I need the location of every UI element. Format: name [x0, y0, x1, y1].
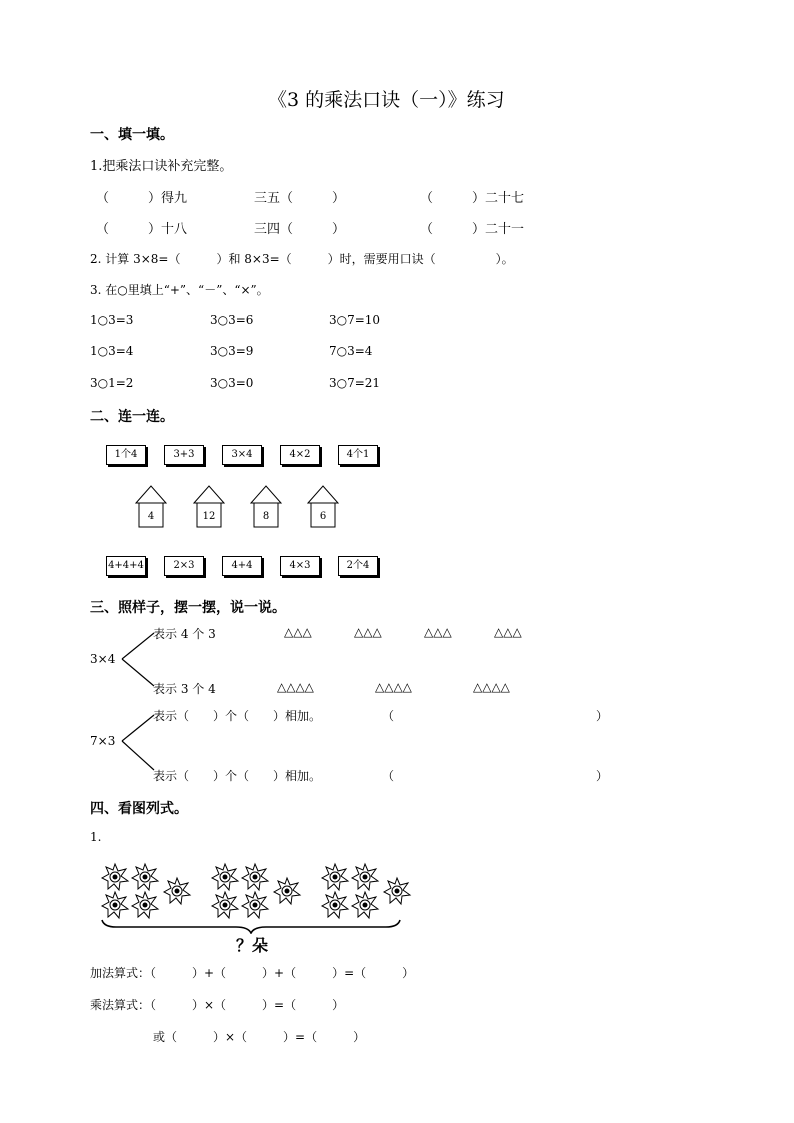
house-1-number: 4 — [147, 511, 155, 522]
grid-r3-c3: 3○7=21 — [329, 376, 381, 390]
grid-r1-c1: 1○3=3 — [90, 313, 134, 327]
top-box-5: 4个1 — [338, 445, 378, 465]
bottom-box-4: 4×3 — [280, 556, 320, 576]
alternative-equation: 或（ ）×（ ）=（ ） — [153, 1030, 366, 1044]
branch-lines-1 — [118, 630, 158, 690]
triangle-group-1: △△△ — [284, 625, 312, 639]
section-4-heading: 四、看图列式。 — [90, 801, 188, 817]
section-1-heading: 一、填一填。 — [90, 127, 174, 143]
fill-row2-b: 三四（ ） — [254, 222, 346, 237]
addition-equation: 加法算式：（ ）+（ ）+（ ）=（ ） — [90, 966, 415, 980]
bottom-box-2: 2×3 — [164, 556, 204, 576]
section-3-heading: 三、照样子，摆一摆，说一说。 — [90, 600, 286, 616]
house-4-number: 6 — [319, 511, 327, 522]
house-3 — [249, 485, 283, 529]
fill-row1-b: 三五（ ） — [254, 191, 346, 206]
bottom-box-1: 4+4+4 — [106, 556, 146, 576]
meaning-blank-2: 表示（ ）个（ ）相加。 — [153, 769, 322, 783]
meaning-3-fours: 表示 3 个 4 — [153, 682, 216, 696]
expression-7x3: 7×3 — [90, 734, 116, 748]
triangle-group-2: △△△ — [354, 625, 382, 639]
expression-3x4: 3×4 — [90, 652, 116, 666]
house-1 — [134, 485, 168, 529]
flower-illustration — [96, 858, 426, 934]
meaning-4-threes: 表示 4 个 3 — [153, 627, 216, 641]
top-box-2: 3+3 — [164, 445, 204, 465]
house-4 — [306, 485, 340, 529]
section-2-heading: 二、连一连。 — [90, 409, 174, 425]
triangle-group-5: △△△△ — [277, 680, 314, 694]
question-1-3: 3. 在○里填上“+”、“－”、“×”。 — [90, 283, 269, 297]
brace-label: ？朵 — [236, 936, 269, 955]
house-2 — [192, 485, 226, 529]
triangle-group-6: △△△△ — [375, 680, 412, 694]
branch-lines-2 — [118, 712, 158, 774]
top-box-1: 1个4 — [106, 445, 146, 465]
grid-r2-c2: 3○3=9 — [210, 344, 254, 358]
grid-r3-c2: 3○3=0 — [210, 376, 254, 390]
question-1-1: 1.把乘法口诀补充完整。 — [90, 159, 233, 174]
multiplication-equation: 乘法算式：（ ）×（ ）=（ ） — [90, 998, 345, 1012]
question-4-1: 1. — [90, 830, 102, 844]
answer-paren-close-1: ） — [596, 709, 609, 723]
house-2-number: 12 — [202, 511, 216, 522]
answer-paren-close-2: ） — [596, 769, 609, 783]
fill-row2-a: （ ）十八 — [96, 222, 188, 237]
triangle-group-4: △△△ — [494, 625, 522, 639]
grid-r3-c1: 3○1=2 — [90, 376, 134, 390]
grid-r2-c3: 7○3=4 — [329, 344, 373, 358]
grid-r1-c3: 3○7=10 — [329, 313, 381, 327]
triangle-group-3: △△△ — [424, 625, 452, 639]
top-box-3: 3×4 — [222, 445, 262, 465]
triangle-group-7: △△△△ — [473, 680, 510, 694]
answer-paren-open-1: （ — [382, 709, 395, 723]
fill-row1-a: （ ）得九 — [96, 191, 188, 206]
question-1-2: 2. 计算 3×8=（ ）和 8×3=（ ）时，需要用口诀（ ）。 — [90, 252, 514, 266]
house-3-number: 8 — [262, 511, 270, 522]
fill-row2-c: （ ）二十一 — [420, 222, 525, 237]
grid-r1-c2: 3○3=6 — [210, 313, 254, 327]
fill-row1-c: （ ）二十七 — [420, 191, 525, 206]
page-title: 《3 的乘法口诀（一）》练习 — [268, 89, 505, 111]
top-box-4: 4×2 — [280, 445, 320, 465]
answer-paren-open-2: （ — [382, 769, 395, 783]
bottom-box-5: 2个4 — [338, 556, 378, 576]
bottom-box-3: 4+4 — [222, 556, 262, 576]
meaning-blank-1: 表示（ ）个（ ）相加。 — [153, 709, 322, 723]
grid-r2-c1: 1○3=4 — [90, 344, 134, 358]
